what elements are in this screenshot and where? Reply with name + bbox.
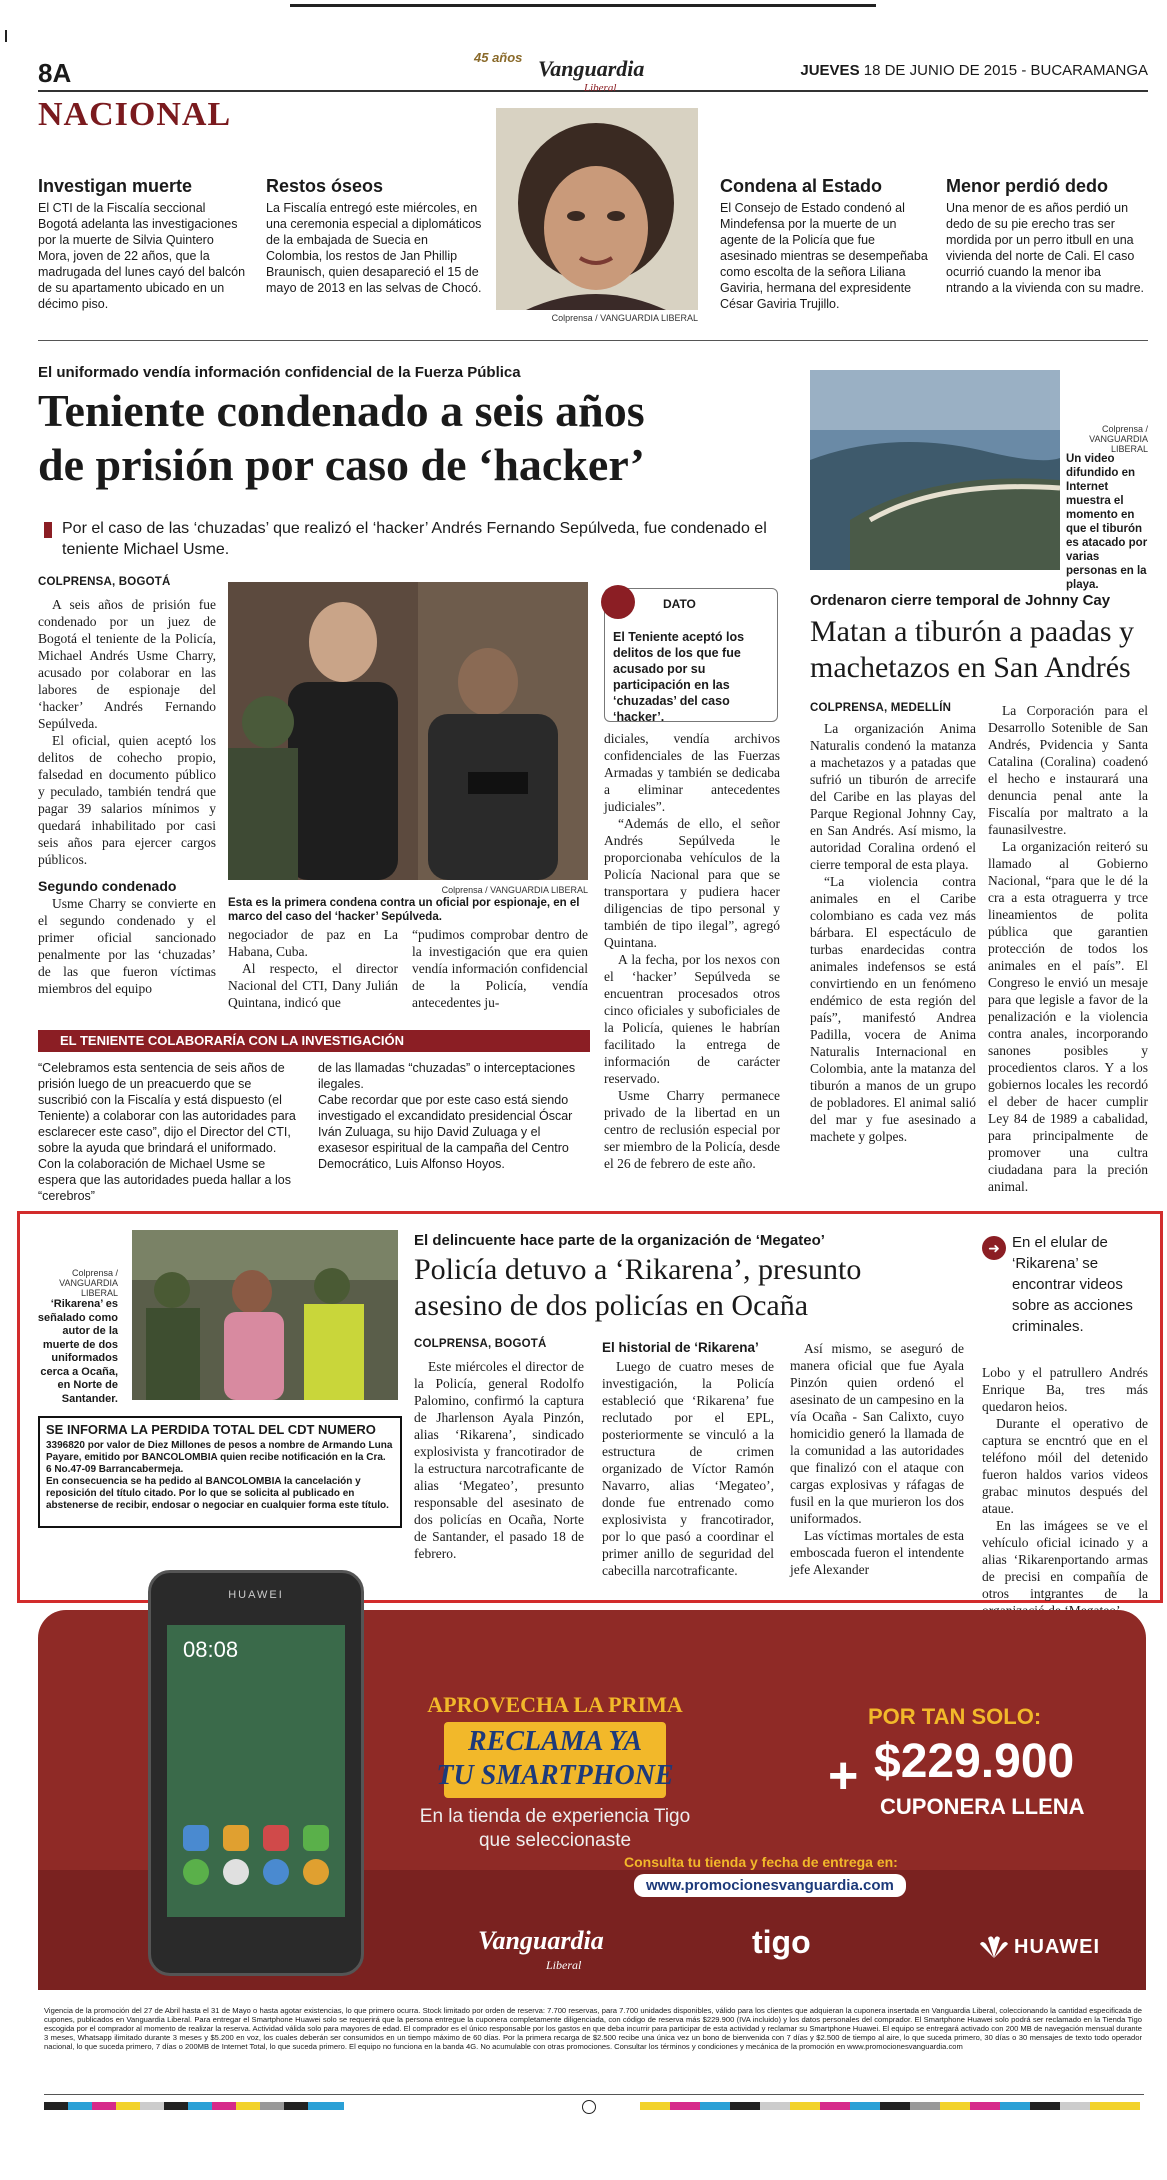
- shark-headline: [810, 614, 1150, 686]
- brief-text: La Fiscalía entregó este miércoles, en una ceremonia especial a diplomáticos de la embajada de Suecia en Colombia, los restos de Jan Phillip Braunisch, quien desapareció el 15 de mayo de 2013 en las selvas de Chocó.: [266, 201, 482, 295]
- shark-photo-credit: Colprensa / VANGUARDIA LIBERAL: [1089, 424, 1148, 454]
- cdt-text-2: En consecuencia se ha pedido al BANCOLOMBIA la cancelación y reposición del título citado. Por lo que se solicita al publicado en abstenerse de recibir, endosar o negociar en cualquier forma este título.: [46, 1476, 389, 1511]
- app-icon: [303, 1825, 329, 1851]
- megateo-col4: [982, 1364, 1148, 1619]
- brief-text: El Consejo de Estado condenó al Mindefensa por la muerte de un agente de la Policía que fue asesinado mientras se desempeñaba como escolta de la señora Liliana Gaviria, hermana del expresidente César Gaviria Trujillo.: [720, 201, 928, 311]
- portrait-credit: Colprensa / VANGUARDIA LIBERAL: [551, 313, 698, 323]
- brief-investigan-muerte: [38, 176, 248, 312]
- megateo-headline: [414, 1252, 974, 1324]
- huawei-flower-icon: [978, 1934, 1010, 1960]
- shark-photo: [810, 370, 1060, 570]
- hacker-headline-line1: Teniente condenado a seis años: [38, 385, 645, 436]
- hacker-byline: COLPRENSA, BOGOTÁ: [38, 576, 171, 588]
- ad-tagline-2: RECLAMA YA: [467, 1726, 643, 1757]
- left-crop-mark: [5, 30, 7, 42]
- hacker-col1-p1: A seis años de prisión fue condenado por un juez de Bogotá el teniente de la Policía, Michael Andrés Usme Charry, acusado por colaborar en las labores de espionaje del ‘hacker’ Andrés Fernando Sepúlveda.: [38, 597, 216, 731]
- megateo-col4-p2: Durante el operativo de captura se encntró que en el teléfono móil del detenido fueron haldos varios videos grabac minutos después del ataue.: [982, 1416, 1148, 1516]
- collaboration-right: [318, 1060, 588, 1172]
- app-icon: [223, 1825, 249, 1851]
- brief-menor-perdio-dedo: [946, 176, 1146, 296]
- phone-illustration: [148, 1570, 364, 1976]
- logo-years: 45 años: [474, 50, 523, 65]
- megateo-pull-quote: En el elular de ‘Rikarena’ se encontrar videos sobre as acciones criminales.: [1012, 1234, 1133, 1335]
- phone-app-icons: [183, 1825, 329, 1885]
- megateo-photo-caption: ‘Rikarena’ es señalado como autor de la muerte de dos uniformados cerca a Ocaña, en Norte de Santander.: [37, 1298, 118, 1405]
- collaboration-left: [38, 1060, 300, 1204]
- brief-title: Menor perdió dedo: [946, 176, 1108, 196]
- police-escort-illustration: [228, 582, 588, 880]
- megateo-headline-line1: Policía detuvo a ‘Rikarena’, presunto: [414, 1253, 862, 1286]
- dato-icon: [601, 585, 635, 619]
- shark-headline-line2: machetazos en San Andrés: [810, 651, 1131, 684]
- megateo-headline-line2: asesino de dos policías en Ocaña: [414, 1289, 809, 1322]
- ad-price: $229.900: [874, 1735, 1075, 1788]
- megateo-col4-p3: En las imágees se ve el vehículo oficial icinado y a alias ‘Rikarenportando armas de precisi en compañía de otros intgrantes de la: [982, 1518, 1148, 1601]
- hacker-headline-line2: de prisión por caso de ‘hacker’: [38, 439, 645, 490]
- registration-target-icon: [582, 2100, 596, 2114]
- megateo-col1: [414, 1358, 584, 1562]
- arrest-illustration: [132, 1230, 398, 1400]
- collaboration-left-p2: Con la colaboración de Michael Usme se espera que las autoridades pueda hallar a los “cerebros”: [38, 1157, 291, 1203]
- ad-tagline-5: que seleccionaste: [478, 1830, 632, 1851]
- shark-col1: [810, 720, 976, 1145]
- hacker-col4-p2: “Además de ello, el señor Andrés Sepúlveda le proporcionaba vehículos de la Policía Nacional para que se transportara y pudiera hacer diligencias de tipo personal y también de tipo ilegal”, agregó Quintana.: [604, 816, 780, 950]
- shark-col2-p2: La organización reiteró su llamado al Gobierno Nacional, “para que le dé la cra a esta otraguerra y trce lineamientos de polita pública que garantien protección de todos los animales en el país”. El Congreso le envió un mesaje para que legisle a favor de la penalización e la violencia contra anales, incorporando sanones posibles y procedientos claros. Y a los gobiernos locales les recordó el deber de hacer cumplir Ley 84 de 1989 a cabalidad, para principalmente de promover una cultra ciudadana para la preción animal.: [988, 839, 1148, 1194]
- megateo-photo-credit: Colprensa / VANGUARDIA LIBERAL: [59, 1268, 118, 1298]
- brief-condena-estado: [720, 176, 930, 312]
- hacker-kicker: El uniformado vendía información confidencial de la Fuerza Pública: [38, 364, 521, 381]
- portrait-photo: [496, 108, 698, 310]
- hacker-col1-p2: El oficial, quien aceptó los delitos de cohecho propio, falsedad en documento público y peculado, también tendrá que pagar 39 salarios mínimos y quedará inhabilitado por casi seis años para ejercer cargos públicos.: [38, 733, 216, 867]
- shark-byline: COLPRENSA, MEDELLÍN: [810, 702, 952, 714]
- woman-portrait-illustration: [496, 108, 698, 310]
- top-trim-line: [290, 4, 876, 7]
- app-icon: [223, 1859, 249, 1885]
- app-icon: [183, 1825, 209, 1851]
- dato-text: El Teniente aceptó los delitos de los que fue acusado por su participación en las ‘chuzadas’ del caso ‘hacker’.: [613, 630, 745, 724]
- hacker-col2-p1: negociador de paz en La Habana, Cuba.: [228, 927, 398, 959]
- ad-tagline-1: APROVECHA LA PRIMA: [427, 1692, 683, 1717]
- dato-label: DATO: [663, 597, 696, 611]
- megateo-pull-icon: ➜: [982, 1236, 1006, 1260]
- header-date: [800, 62, 1148, 79]
- page-header: [38, 50, 1148, 94]
- island-aerial-illustration: [810, 370, 1060, 570]
- brief-text: Una menor de es años perdió un dedo de su pie erecho tras ser mordida por un perro itbull en una vivienda del norte de Cali. El caso ocurrió cuando la menor iba ntrando a la vivienda con su madre.: [946, 201, 1145, 295]
- brief-restos-oseos: [266, 176, 486, 296]
- megateo-photo: [132, 1230, 398, 1400]
- hacker-photo-caption: Esta es la primera condena contra un oficial por espionaje, en el marco del caso del ‘hacker’ Sepúlveda.: [228, 897, 580, 923]
- hacker-col2-p2: Al respecto, el director Nacional del CTI, Dany Julián Quintana, indicó que: [228, 961, 398, 1010]
- logo-sub: Liberal: [584, 82, 617, 94]
- ad-logo-huawei: HUAWEI: [1014, 1936, 1100, 1958]
- hacker-col4-p4: Usme Charry permanece privado de la libertad en un centro de reclusión especial por ser miembro de la Policía, desde el 26 de febrero de este año.: [604, 1088, 780, 1171]
- hacker-col3: [412, 926, 588, 1011]
- ad-fine-print: Vigencia de la promoción del 27 de Abril hasta el 31 de Mayo o hasta agotar existencias, lo que primero ocurra. Stock limitado por orden de reserva: 7.700 reservas, para 7.700 unidades disponibles, válido para los clientes que adquieran la cuponera insertada en Vanguardia Liberal, coleccionando la cantidad especificada de cupones, publicados en Vanguardia Liberal. Para entregar el Smartphone Huawei solo se requerirá que la persona entregue la cuponera completamente diligenciada, con código de reserva más $229.900 (IVA incluido) y los datos personales del comprador. El Smartphone Huawei solo podrá ser reclamado en la Tienda Tigo escogida por el comprador al momento de realizar la reserva. Actividad válida solo para mayores de edad. El comprador es el único responsable por los gastos en que deba incurrir para participar de esta actividad y reclamar su Smartphone Huawei. El equipo se entregará activado con 200 MB de navegación mensual durante 3 meses, Whatsapp ilimitado durante 3 meses y $5.200 en voz, los cuales deberán ser consumidos en un tiempo máximo de 60 días. Por la primera recarga de $2.500 recibe una única vez un bono de bienvenida con 7 días y $2.500 de tiempo al aire, lo que suceda primero, 30 días o 30 mensajes de texto todo operador nacional, lo que suceda primero, 7 días o 200MB de Internet Total, lo que suceda primero. El equipo no funciona en la banda 4G. No acumulable con otras promociones. Consultar los términos y condiciones y mecánica de la promoción en www.promocionesvanguardia.com: [44, 2006, 1142, 2051]
- ad-tagline-3: TU SMARTPHONE: [436, 1760, 674, 1791]
- dato-box: [604, 588, 778, 722]
- hacker-col2: [228, 926, 398, 1011]
- megateo-col3-p2: Las víctimas mortales de esta emboscada fueron el intendente jefe Alexander: [790, 1528, 964, 1577]
- shark-col1-p1: La organización Anima Naturalis condenó la matanza a machetazos y a patadas que sufrió un tiburón de arrecife del Caribe en las playas del Parque Regional Johnny Cay, en San Andrés. Así mismo, la autoridad Coralina ordenó el cierre temporal de esta playa.: [810, 721, 976, 872]
- ad-logo-huawei-icon: [978, 1934, 1010, 1960]
- ad-logo-vanguardia: Vanguardia: [478, 1926, 604, 1955]
- section-title: NACIONAL: [38, 96, 232, 133]
- ad-url[interactable]: www.promocionesvanguardia.com: [634, 1874, 906, 1897]
- hacker-col3-p1: “pudimos comprobar dentro de la investigación que era quien vendía información confidencial de la Policía, vendía antecedentes ju-: [412, 927, 588, 1010]
- masthead-logo: [474, 46, 704, 94]
- shark-photo-caption: Un video difundido en Internet muestra el momento en que el tiburón es atacado por varias personas en la playa.: [1066, 453, 1148, 591]
- ad-logo-vanguardia-sub: Liberal: [546, 1958, 582, 1972]
- ad-consult: Consulta tu tienda y fecha de entrega en:: [624, 1854, 898, 1870]
- megateo-kicker: El delincuente hace parte de la organización de ‘Megateo’: [414, 1232, 825, 1249]
- ad-price-sub: CUPONERA LLENA: [880, 1794, 1085, 1819]
- hacker-photo-credit: Colprensa / VANGUARDIA LIBERAL: [441, 885, 588, 895]
- collaboration-bar-title: EL TENIENTE COLABORARÍA CON LA INVESTIGACIÓN: [60, 1033, 405, 1048]
- shark-headline-line1: Matan a tiburón a paadas y: [810, 615, 1135, 648]
- shark-kicker: Ordenaron cierre temporal de Johnny Cay: [810, 592, 1111, 609]
- color-bar-right: [640, 2102, 1140, 2110]
- megateo-col2: [602, 1358, 774, 1579]
- shark-col1-p2: “La violencia contra animales en el Caribe colombiano es cada vez más bárbara. El espectáculo de turbas enardecidas contra animales indefensos se está convirtiendo en un fenómeno endémico de esta región del país”, manifestó Andrea Padilla, vocera de Anima Naturalis Internacional en Colombia, ante la matanza del tiburón a manos de un grupo de pobladores. El animal salió del mar y fue asesinado a machete y golpes.: [810, 874, 976, 1144]
- collaboration-right-p2: Cabe recordar que por este caso está siendo investigado el excandidato presidencial Óscar Iván Zuluaga, su hijo David Zuluaga y el exasesor espiritual de la campaña del Centro Democrático, Luis Alfonso Hoyos.: [318, 1093, 573, 1171]
- header-day: JUEVES: [800, 62, 860, 79]
- hacker-photo: [228, 582, 588, 880]
- ad-logo-tigo: tigo: [752, 1924, 811, 1960]
- hacker-col1-p3: Usme Charry se convierte en el segundo condenado y el primer oficial sancionado penalmente por las ‘chuzadas’ de las que fueron víctimas miembros del equipo: [38, 896, 216, 996]
- ad-plus-sign: +: [828, 1747, 859, 1805]
- ad-tagline-4: En la tienda de experiencia Tigo: [419, 1806, 691, 1827]
- hacker-lead: Por el caso de las ‘chuzadas’ que realizó el ‘hacker’ Andrés Fernando Sepúlveda, fue condenado el teniente Michael Usme.: [62, 520, 767, 558]
- shark-col2-p1: La Corporación para el Desarrollo Sotenible de San Andrés, Pvidencia y Santa Catalina (Coralina) coadenó el hecho e instaurará una denuncia penal ante la Fiscalía por maltrato a la faunasilvestre.: [988, 703, 1148, 837]
- color-bar-left: [44, 2102, 344, 2110]
- phone-time: 08:08: [183, 1637, 239, 1662]
- hacker-col1-subhead: Segundo condenado: [38, 878, 177, 894]
- megateo-col3-p1: Así mismo, se aseguró de manera oficial que fue Ayala Pinzón quien ordenó el asesinato de un campesino en la vía Ocaña - San Calixto, cuyo homicidio generó la llamada de la comunidad a las autoridades que finalizó con el ataque con cargas explosivas y ráfagas de fusil en la que murieron los dos uniformados.: [790, 1341, 964, 1526]
- megateo-col4-p1: Lobo y el patrullero Andrés Enrique Ba, tres más quedaron heios.: [982, 1365, 1148, 1414]
- megateo-col3: [790, 1340, 964, 1578]
- collaboration-right-p1: de las llamadas “chuzadas” o interceptaciones ilegales.: [318, 1061, 576, 1091]
- megateo-byline: COLPRENSA, BOGOTÁ: [414, 1338, 547, 1350]
- header-date-text: 18 DE JUNIO DE 2015 - BUCARAMANGA: [863, 62, 1148, 79]
- phone-brand: HUAWEI: [228, 1589, 284, 1601]
- megateo-col2-subhead: El historial de ‘Rikarena’: [602, 1340, 759, 1355]
- hacker-col4-p1: diciales, vendía archivos confidenciales de las Fuerzas Armadas y también se dedicaba a eliminar antecedentes judiciales”.: [604, 731, 780, 814]
- hacker-headline: [38, 384, 798, 492]
- cdt-title: SE INFORMA LA PERDIDA TOTAL DEL CDT NUMERO: [46, 1422, 376, 1437]
- bottom-rule: [44, 2094, 1144, 2095]
- hacker-lead-marker: [44, 522, 52, 538]
- app-icon: [183, 1859, 209, 1885]
- collaboration-bar: [38, 1030, 590, 1052]
- hacker-col4-p3: A la fecha, por los nexos con el ‘hacker’ Sepúlveda se encuentran procesados otros cinco oficiales y suboficiales de la Policía, quienes le habrían facilitado la entrega de información de carácter reservado.: [604, 952, 780, 1086]
- brief-title: Condena al Estado: [720, 176, 883, 196]
- hacker-col1: [38, 596, 216, 997]
- briefs-divider: [38, 340, 1148, 341]
- phone-screen: [167, 1625, 345, 1917]
- cdt-notice: [38, 1416, 402, 1528]
- page-number: 8A: [38, 58, 72, 88]
- brief-title: Investigan muerte: [38, 176, 193, 196]
- collaboration-left-p1: “Celebramos esta sentencia de seis años de prisión luego de un preacuerdo que se suscribió con la Fiscalía y está dispuesto (el Teniente) a colaborar con las autoridades para esclarecer este caso”, dijo el Director del CTI, sobre la ayuda que brindará el uniformado.: [38, 1061, 296, 1155]
- brief-text: El CTI de la Fiscalía seccional Bogotá adelanta las investigaciones por la muerte de Silvia Quintero Mora, joven de 22 años, que la madrugada del lunes cayó del balcón de su apartamento ubicado en un décimo piso.: [38, 201, 246, 311]
- app-icon: [263, 1859, 289, 1885]
- ad-price-label: POR TAN SOLO:: [868, 1704, 1042, 1729]
- megateo-col2-p1: Luego de cuatro meses de investigación, la Policía estableció que ‘Rikarena’ fue reclutado por el EPL, posteriormente se vinculó a la estructura de crimen organizado de Víctor Ramón Navarro, alias ‘Megateo’, donde fue entrenado como explosivista y francotirador, por lo que pasó a coordinar el primer anillo de seguridad del cabecilla narcotraficante.: [602, 1359, 774, 1578]
- app-icon: [303, 1859, 329, 1885]
- tigo-ad: [38, 1589, 1146, 1990]
- app-icon: [263, 1825, 289, 1851]
- cdt-text: 3396820 por valor de Diez Millones de pesos a nombre de Armando Luna Payare, emitido por BANCOLOMBIA quien recibe notificación en la Cra. 6 No.47-09 Barrancabermeja.: [46, 1440, 393, 1475]
- brief-title: Restos óseos: [266, 176, 384, 196]
- shark-col2: [988, 702, 1148, 1195]
- logo-name: Vanguardia: [538, 56, 645, 81]
- megateo-col1-p1: Este miércoles el director de la Policía, general Rodolfo Palomino, confirmó la captura de Jharlenson Ayala Pinzón, alias ‘Rikarena’, sindicado explosivista y francotirador de la estructura narcotraficante de alias ‘Megateo’, presunto responsable del asesinato de dos policías en Ocaña, Norte de Santander, el pasado 18 de febrero.: [414, 1359, 584, 1561]
- hacker-col4: [604, 730, 780, 1172]
